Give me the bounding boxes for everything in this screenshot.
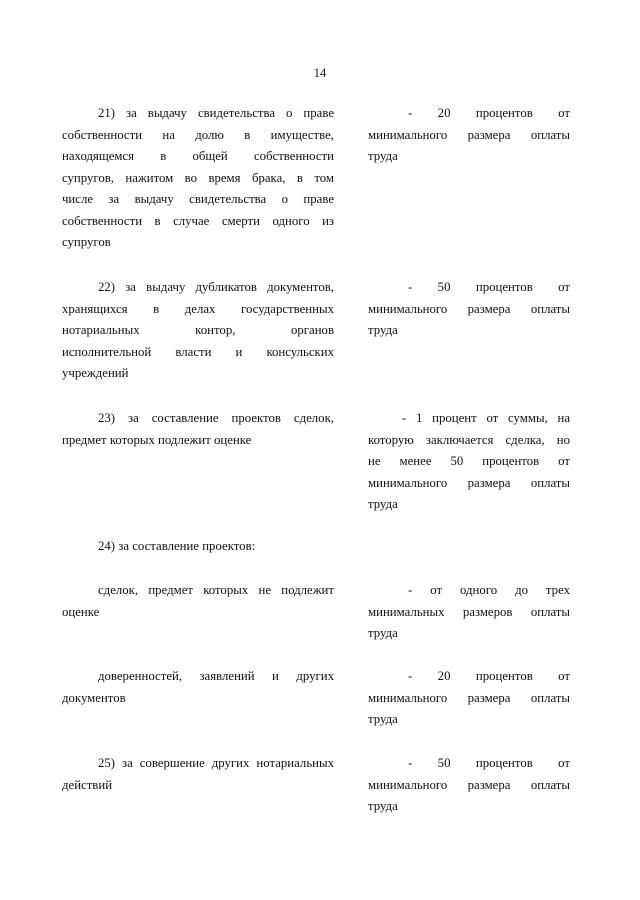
text-line: хранящихся в делах государственных — [62, 301, 334, 316]
text-line: оценке — [62, 604, 100, 619]
text-line: супругов, нажитом во время брака, в том — [62, 170, 334, 185]
item-rate — [368, 277, 570, 342]
item-description — [62, 753, 334, 796]
text-line: минимального размера оплаты — [368, 777, 570, 792]
text-line: числе за выдачу свидетельства о праве — [62, 192, 334, 206]
text-line: 25) за совершение других нотариальных — [98, 756, 334, 770]
text-line: находящемся в общей собственности — [62, 149, 334, 163]
text-line: труда — [368, 712, 398, 726]
text-line: - от одного до трех — [408, 583, 570, 597]
item-description — [62, 408, 334, 451]
text-line: документов — [62, 690, 126, 705]
item-rate — [368, 103, 570, 168]
text-line: собственности в случае смерти одного из — [62, 213, 334, 228]
text-line: сделок, предмет которых не подлежит — [98, 583, 334, 597]
text-line: 23) за составление проектов сделок, — [98, 411, 334, 425]
text-line: супругов — [62, 235, 111, 249]
text-line: - 50 процентов от — [408, 756, 570, 770]
text-line: - 20 процентов от — [408, 669, 570, 683]
text-line: учреждений — [62, 366, 129, 380]
text-line: собственности на долю в имуществе, — [62, 127, 334, 142]
text-line: труда — [368, 626, 398, 640]
text-line: 24) за составление проектов: — [98, 539, 256, 553]
item-description — [62, 536, 334, 558]
text-line: - 1 процент от суммы, на — [402, 411, 570, 425]
text-line: предмет которых подлежит оценке — [62, 432, 252, 447]
item-description — [62, 580, 334, 623]
text-line: 22) за выдачу дубликатов документов, — [98, 280, 334, 294]
text-line: - 20 процентов от — [408, 106, 570, 120]
text-line: доверенностей, заявлений и других — [98, 669, 334, 683]
text-line: минимального размера оплаты — [368, 475, 570, 490]
text-line: действий — [62, 777, 113, 792]
item-rate — [368, 666, 570, 731]
text-line: труда — [368, 497, 398, 511]
text-line: минимальных размеров оплаты — [368, 604, 570, 619]
text-line: 21) за выдачу свидетельства о праве — [98, 106, 334, 120]
text-line: труда — [368, 149, 398, 163]
text-line: нотариальных контор, органов — [62, 323, 334, 337]
text-line: труда — [368, 799, 398, 813]
text-line: труда — [368, 323, 398, 337]
text-line: исполнительной власти и консульских — [62, 344, 334, 359]
item-rate — [368, 408, 570, 516]
text-line: не менее 50 процентов от — [368, 454, 570, 468]
text-line: минимального размера оплаты — [368, 127, 570, 142]
text-line: минимального размера оплаты — [368, 301, 570, 316]
item-description — [62, 666, 334, 709]
text-line: - 50 процентов от — [408, 280, 570, 294]
page-number: 14 — [313, 66, 327, 80]
text-line: которую заключается сделка, но — [368, 432, 570, 447]
item-rate — [368, 753, 570, 818]
item-description — [62, 103, 334, 254]
item-description — [62, 277, 334, 385]
text-line: минимального размера оплаты — [368, 690, 570, 705]
item-rate — [368, 580, 570, 645]
